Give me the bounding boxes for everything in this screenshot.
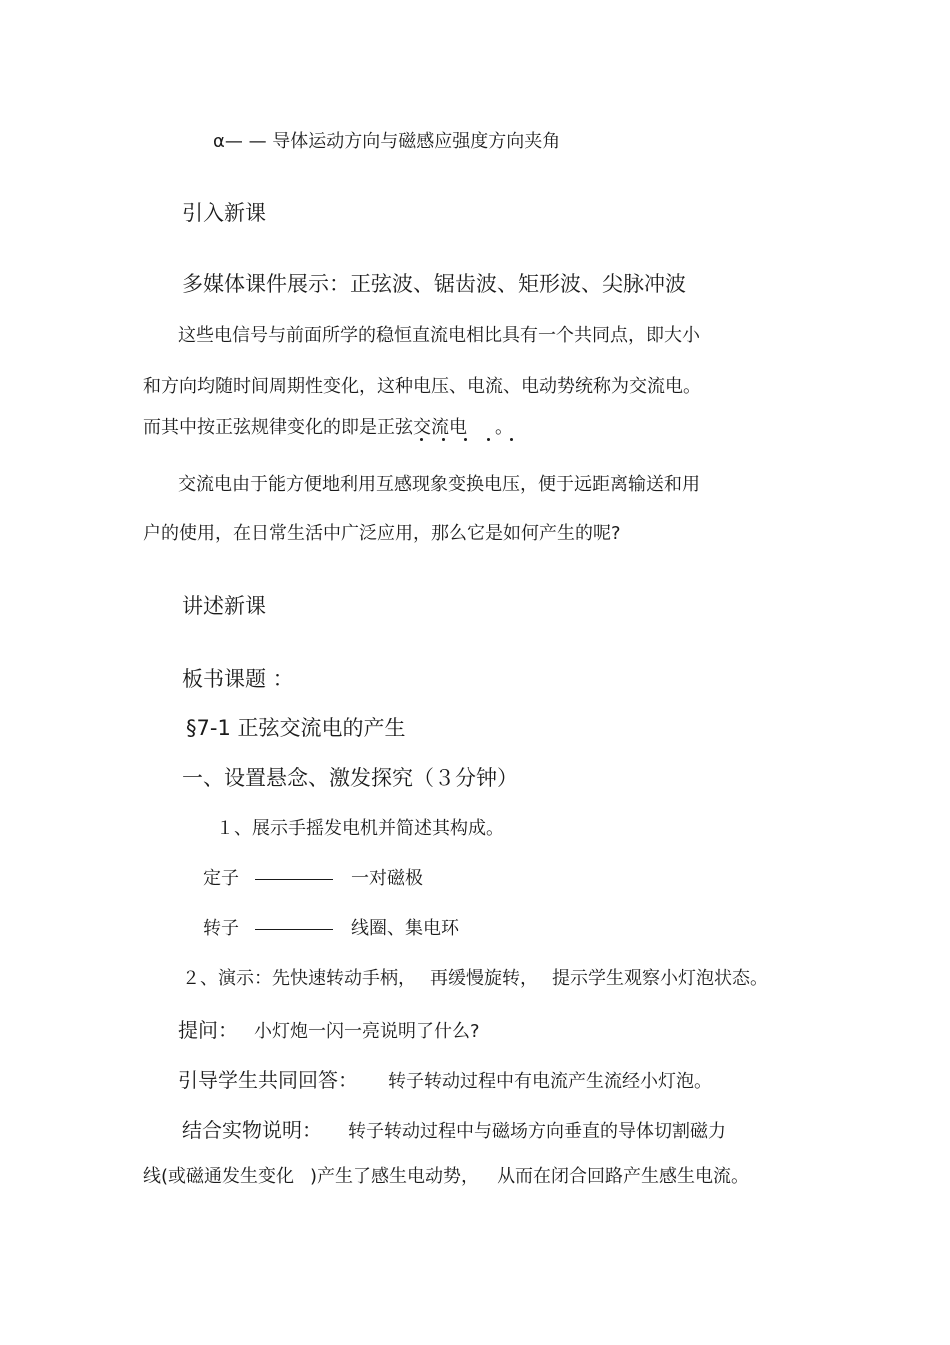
paragraph-2-line-1: 交流电由于能方便地利用互感现象变换电压，便于远距离输送和用 [178,474,700,495]
emphasis-dots [420,438,520,446]
paragraph-1-line-1: 这些电信号与前面所学的稳恒直流电相比具有一个共同点，即大小 [178,325,700,346]
paragraph-2-line-2: 户的使用，在日常生活中广泛应用，那么它是如何产生的呢? [143,523,621,544]
alpha-definition: α— — 导体运动方向与磁感应强度方向夹角 [213,131,561,152]
paragraph-1-line-3-text: 而其中按正弦规律变化的即是正弦交流电 [143,417,467,438]
guide-text: 转子转动过程中有电流产生流经小灯泡。 [388,1071,712,1092]
multimedia-line: 多媒体课件展示：正弦波、锯齿波、矩形波、尖脉冲波 [182,272,686,296]
section-title: §7-1 正弦交流电的产生 [186,716,406,740]
part-one-heading: 一、设置悬念、激发探究（３分钟） [182,766,518,790]
step-2-part-b: 再缓慢旋转， [430,968,538,989]
board-title: 板书课题 ： [182,667,294,691]
stator-label: 定子 [203,868,239,889]
rotor-desc: 线圈、集电环 [351,918,459,939]
step-2 [182,970,768,988]
step-2-part-a: ２、演示：先快速转动手柄， [182,968,416,989]
rotor-row [203,920,459,938]
guide-row [178,1070,712,1091]
explain-text-line-2-a: 线(或磁通发生变化 [143,1166,295,1187]
rotor-label: 转子 [203,918,239,939]
stator-dash [255,879,333,880]
rotor-dash [255,929,333,930]
intro-heading: 引入新课 [182,201,266,225]
explain-text-line-2-c: 从而在闭合回路产生感生电流。 [497,1166,750,1187]
explain-row-2 [143,1168,749,1186]
paragraph-1-line-3-end: 。 [495,417,513,438]
explain-label: 结合实物说明： [182,1118,322,1142]
explain-row-1 [182,1120,726,1141]
step-1: １、展示手摇发电机并简述其构成。 [216,818,504,839]
guide-label: 引导学生共同回答： [178,1068,358,1092]
question-text: 小灯炮一闪一亮说明了什么? [254,1021,480,1042]
question-row [178,1020,480,1041]
lecture-heading: 讲述新课 [182,594,266,618]
explain-text-line-1: 转子转动过程中与磁场方向垂直的导体切割磁力 [348,1121,726,1142]
stator-row [203,870,423,888]
paragraph-1-line-2: 和方向均随时间周期性变化，这种电压、电流、电动势统称为交流电。 [143,376,701,397]
paragraph-1-line-3 [143,419,513,437]
stator-desc: 一对磁极 [351,868,423,889]
question-label: 提问： [178,1018,238,1042]
step-2-part-c: 提示学生观察小灯泡状态。 [552,968,768,989]
explain-text-line-2-b: )产生了感生电动势， [310,1166,480,1187]
